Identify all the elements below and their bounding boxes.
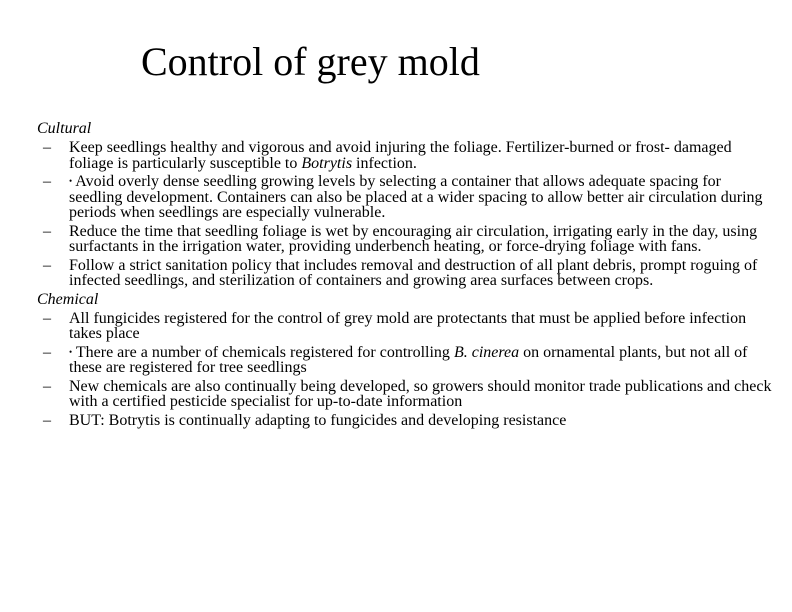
dash-marker: – bbox=[43, 309, 51, 327]
bullet-dot-icon: • bbox=[69, 346, 73, 357]
dash-marker: – bbox=[43, 173, 51, 190]
dash-marker: – bbox=[43, 411, 51, 429]
bullet-item bbox=[37, 379, 772, 410]
bullet-item bbox=[37, 258, 772, 289]
bullet-item bbox=[37, 224, 772, 255]
bullet-text: Follow a strict sanitation policy that includes removal and destruction of all plant debris, prompt roguing of infected seedlings, and sterilization of containers and growing area surfaces between crops. bbox=[69, 256, 758, 289]
bullet-item bbox=[37, 345, 772, 376]
dash-marker: – bbox=[43, 222, 51, 240]
bullet-text: All fungicides registered for the control of grey mold are protectants that must be applied before infection takes place bbox=[69, 309, 747, 342]
bullet-item bbox=[37, 311, 772, 342]
bullet-text: • There are a number of chemicals registered for controlling B. cinerea on ornamental plants, but not all of these are registered for tree seedlings bbox=[69, 343, 748, 376]
slide-content bbox=[37, 120, 772, 428]
bullet-item bbox=[37, 174, 772, 221]
dash-marker: – bbox=[43, 343, 51, 361]
bullet-dot-icon: • bbox=[69, 176, 73, 186]
dash-marker: – bbox=[43, 139, 51, 156]
italic-term: Botrytis bbox=[301, 154, 353, 172]
bullet-text: New chemicals are also continually being developed, so growers should monitor trade publications and check with a certified pesticide specialist for up-to-date information bbox=[69, 377, 772, 410]
bullet-item bbox=[37, 140, 772, 171]
italic-term: B. cinerea bbox=[453, 343, 520, 361]
bullet-item bbox=[37, 413, 772, 429]
bullet-text: BUT: Botrytis is continually adapting to fungicides and developing resistance bbox=[69, 411, 567, 429]
bullet-text: Reduce the time that seedling foliage is wet by encouraging air circulation, irrigating early in the day, using surfactants in the irrigation water, providing underbench heating, or force-drying foliage with fans. bbox=[69, 222, 758, 255]
section-heading-chemical: Chemical bbox=[37, 290, 99, 308]
section-heading-cultural: Cultural bbox=[37, 120, 92, 137]
slide-title: Control of grey mold bbox=[141, 39, 480, 84]
bullet-text: Keep seedlings healthy and vigorous and avoid injuring the foliage. Fertilizer-burned or frost- damaged foliage is particularly susceptible to Botrytis infection. bbox=[69, 139, 732, 172]
dash-marker: – bbox=[43, 256, 51, 274]
dash-marker: – bbox=[43, 377, 51, 395]
bullet-text: • Avoid overly dense seedling growing levels by selecting a container that allows adequate spacing for seedling development. Containers can also be placed at a wider spacing to allow better air circulation during periods when seedlings are especially vulnerable. bbox=[69, 173, 763, 221]
